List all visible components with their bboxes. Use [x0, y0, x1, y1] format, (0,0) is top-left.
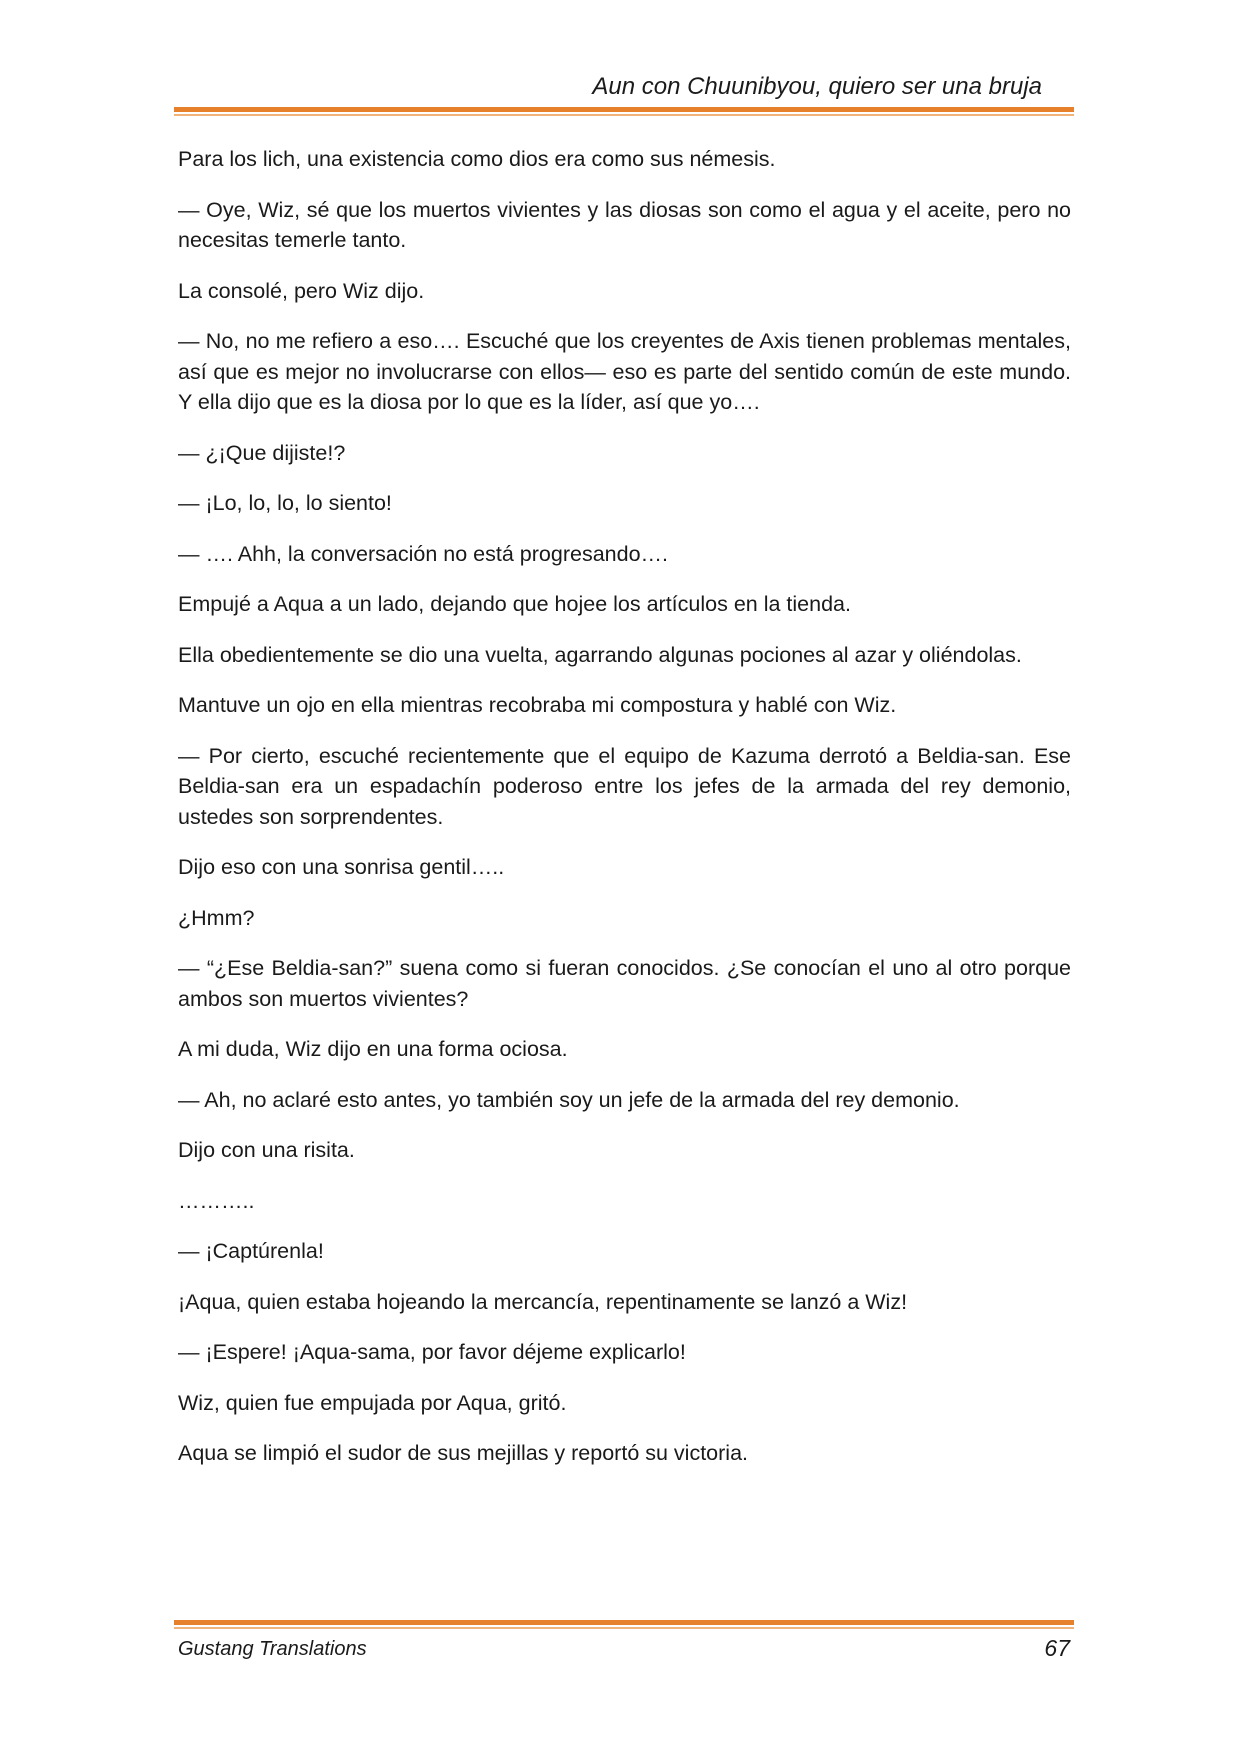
paragraph: — ¡Espere! ¡Aqua-sama, por favor déjeme explicarlo!	[178, 1340, 686, 1364]
header-divider-thin	[174, 114, 1074, 116]
paragraph: — “¿Ese Beldia-san?” suena como si fueran conocidos. ¿Se conocían el uno al otro porque ambos son muertos vivientes?	[178, 956, 1071, 1011]
paragraph: — Por cierto, escuché recientemente que el equipo de Kazuma derrotó a Beldia-san. Ese Beldia-san era un espadachín poderoso entre los jefes de la armada del rey demonio, ustedes son sorprendentes.	[178, 743, 1071, 829]
paragraph: Wiz, quien fue empujada por Aqua, gritó.	[178, 1390, 567, 1415]
header-divider-thick	[174, 107, 1074, 112]
paragraph: Dijo con una risita.	[178, 1138, 355, 1162]
paragraph: La consolé, pero Wiz dijo.	[178, 278, 425, 303]
footer-divider-thin	[174, 1627, 1074, 1629]
paragraph: Empujé a Aqua a un lado, dejando que hojee los artículos en la tienda.	[178, 592, 851, 616]
footer-divider	[174, 1620, 1074, 1629]
paragraph: ¡Aqua, quien estaba hojeando la mercancía, repentinamente se lanzó a Wiz!	[178, 1289, 908, 1314]
paragraph: Mantuve un ojo en ella mientras recobraba mi compostura y hablé con Wiz.	[178, 693, 897, 717]
page-body	[178, 144, 1071, 1489]
footer-credit: Gustang Translations	[178, 1638, 367, 1660]
header-divider	[174, 107, 1074, 116]
paragraph: Dijo eso con una sonrisa gentil…..	[178, 855, 505, 879]
running-header-title: Aun con Chuunibyou, quiero ser una bruja	[592, 73, 1042, 100]
paragraph: ¿Hmm?	[178, 905, 255, 930]
paragraph: Para los lich, una existencia como dios era como sus némesis.	[178, 147, 776, 171]
paragraph: — ¿¡Que dijiste!?	[178, 440, 346, 465]
paragraph: Ella obedientemente se dio una vuelta, agarrando algunas pociones al azar y oliéndolas.	[178, 642, 1022, 667]
footer-divider-thick	[174, 1620, 1074, 1625]
paragraph: — Oye, Wiz, sé que los muertos vivientes y las diosas son como el agua y el aceite, pero no necesitas temerle tanto.	[178, 197, 1071, 252]
paragraph: Aqua se limpió el sudor de sus mejillas y reportó su victoria.	[178, 1441, 749, 1465]
paragraph: — ¡Lo, lo, lo, lo siento!	[178, 491, 392, 515]
paragraph: — Ah, no aclaré esto antes, yo también soy un jefe de la armada del rey demonio.	[178, 1087, 960, 1112]
page-number: 67	[1044, 1635, 1070, 1661]
paragraph: — No, no me refiero a eso…. Escuché que los creyentes de Axis tienen problemas mentales, así que es mejor no involucrarse con ellos— eso es parte del sentido común de este mundo. Y ella dijo que es la diosa por lo que es la líder, así que yo….	[178, 329, 1071, 414]
paragraph: ………..	[178, 1188, 255, 1213]
paragraph: — …. Ahh, la conversación no está progresando….	[178, 541, 668, 566]
paragraph: A mi duda, Wiz dijo en una forma ociosa.	[178, 1037, 568, 1061]
paragraph: — ¡Captúrenla!	[178, 1239, 324, 1263]
